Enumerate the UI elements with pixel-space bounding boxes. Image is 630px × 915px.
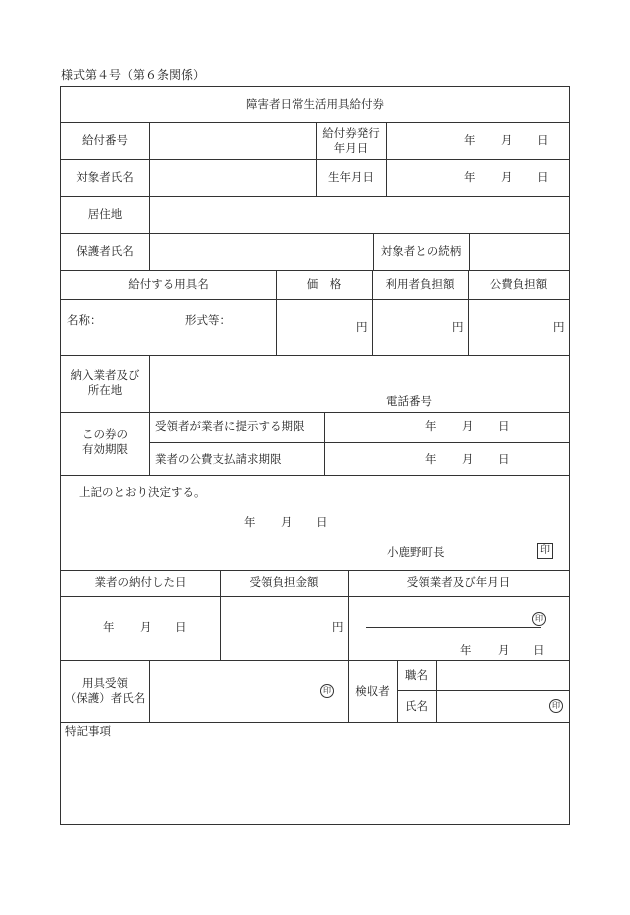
label-number: 給付番号 (82, 133, 128, 147)
mayor-label: 小鹿野町長 (387, 545, 445, 559)
label-job-title: 職名 (405, 668, 428, 682)
label-item-name: 名称： (67, 313, 102, 327)
label-remarks: 特記事項 (65, 724, 111, 738)
header-delivery-date: 業者の納付した日 (94, 575, 187, 589)
header-public-burden: 公費負担額 (489, 277, 548, 291)
header-received-amount: 受領負担金額 (249, 575, 319, 589)
form-code: 様式第４号（第６条関係） (61, 68, 206, 82)
label-receiver: 用具受領 （保護）者氏名 (64, 676, 146, 705)
decision-text: 上記のとおり決定する。 (79, 485, 206, 499)
label-inspector: 検収者 (355, 684, 390, 698)
vendor-seal: 印 (532, 612, 546, 626)
inspector-seal: 印 (549, 699, 563, 713)
label-birth-date: 生年月日 (328, 170, 374, 184)
voucher-form: 障害者日常生活用具給付券 給付番号 給付券発行 年月日 年 月 日 対象者氏名 生年月日 年 月 日 居住地 保護者氏名 対象者との続柄 給付する用具名 価 格 利用者負担額 公費負担額 名称： 形式等： 円 円 円 納入業者及び 所在地 電話番号 この券の 有効期限 受領者が業者に提示する期限 業者の公費支払請求期限 年 月 日 年 月 日 上記のとおり決定する。 年 月 日 小鹿野町長 印 業者の納付した日 受領負担金額 受領業者及び年月日 年 月 日 円 印 年 月 日 用具受領 （保護）者氏名 印 検収者 職名 氏名 印 特記事項 (60, 86, 570, 825)
label-vendor: 納入業者及び 所在地 (70, 368, 140, 397)
label-phone: 電話番号 (386, 394, 432, 408)
label-relation: 対象者との続柄 (380, 244, 462, 258)
label-validity: この券の 有効期限 (82, 427, 128, 456)
header-price: 価 格 (306, 277, 342, 291)
label-claim-deadline: 業者の公費支払請求期限 (155, 452, 282, 466)
mayor-seal: 印 (537, 543, 553, 559)
label-item-model: 形式等： (185, 313, 231, 327)
label-present-deadline: 受領者が業者に提示する期限 (155, 419, 305, 433)
header-item-name: 給付する用具名 (128, 277, 209, 291)
label-person-name: 対象者氏名 (76, 170, 134, 184)
form-title: 障害者日常生活用具給付券 (246, 97, 384, 111)
header-receiving-vendor: 受領業者及び年月日 (406, 575, 511, 589)
label-inspector-name: 氏名 (405, 699, 428, 713)
label-guardian-name: 保護者氏名 (76, 244, 134, 258)
label-address: 居住地 (87, 207, 123, 221)
header-user-burden: 利用者負担額 (385, 277, 455, 291)
receiver-seal: 印 (320, 684, 334, 698)
label-issue-date: 給付券発行 年月日 (322, 126, 380, 155)
